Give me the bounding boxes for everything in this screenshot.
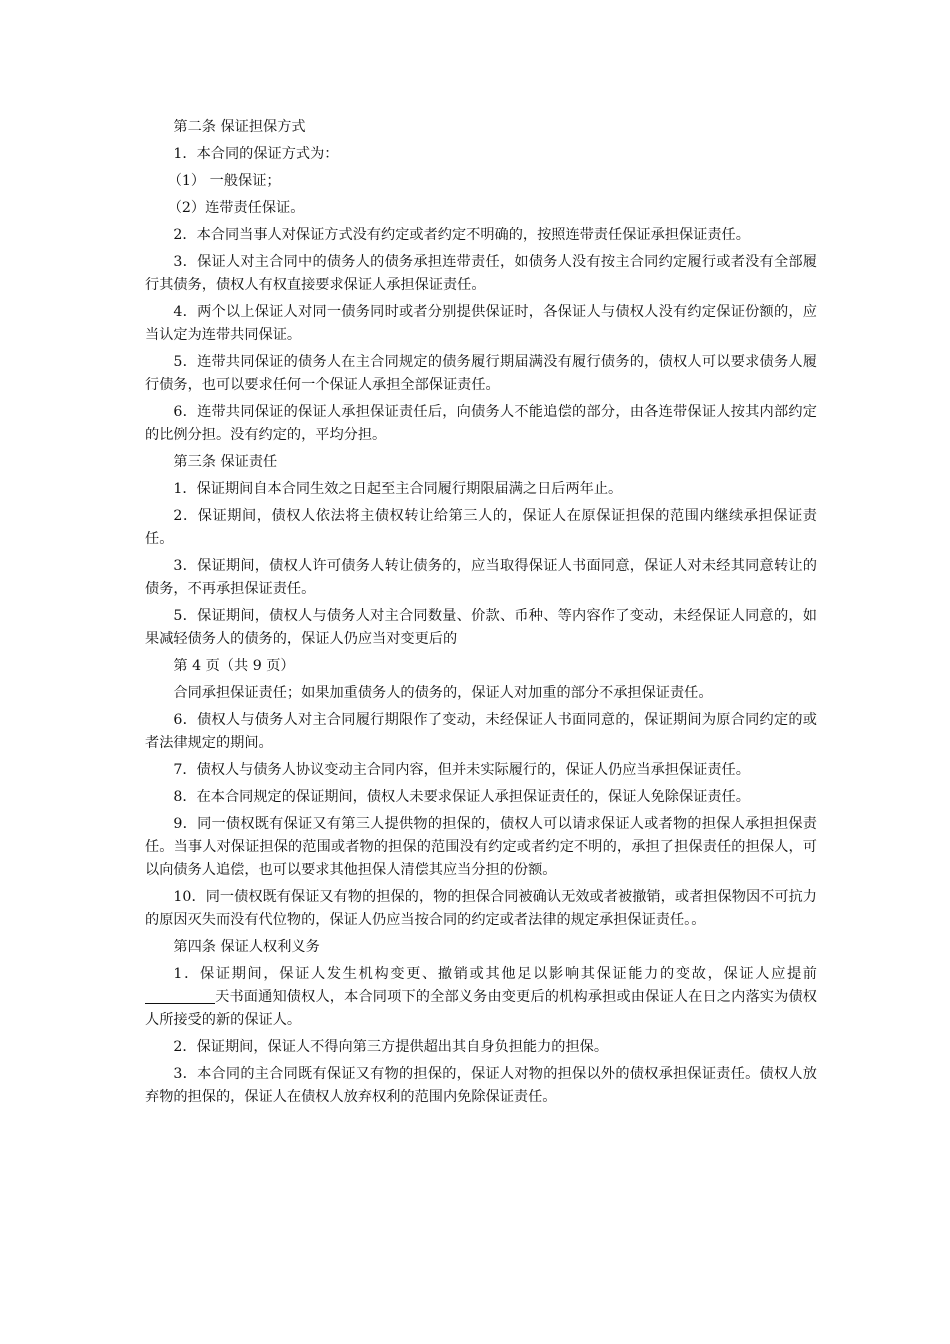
article-2-para-2: 2．本合同当事人对保证方式没有约定或者约定不明确的，按照连带责任保证承担保证责任。 — [173, 227, 750, 243]
article-2-para-6: 6．连带共同保证的保证人承担保证责任后，向债务人不能追偿的部分，由各连带保证人按其内部约定的比例分担。没有约定的，平均分担。 — [145, 404, 817, 443]
fill-in-blank-days[interactable] — [145, 987, 215, 1004]
article-4-para-2: 2．保证期间，保证人不得向第三方提供超出其自身负担能力的担保。 — [173, 1039, 609, 1055]
article-2-para-3: 3．保证人对主合同中的债务人的债务承担连带责任，如债务人没有按主合同约定履行或者没有全部履行其债务，债权人有权直接要求保证人承担保证责任。 — [145, 254, 817, 293]
article-2-option-1: （1） 一般保证； — [167, 173, 281, 189]
article-3-para-5-continued: 合同承担保证责任；如果加重债务人的债务的，保证人对加重的部分不承担保证责任。 — [173, 685, 713, 701]
article-3-title: 第三条 保证责任 — [173, 454, 278, 470]
article-2-para-5: 5．连带共同保证的债务人在主合同规定的债务履行期届满没有履行债务的，债权人可以要求债务人履行债务，也可以要求任何一个保证人承担全部保证责任。 — [145, 354, 817, 393]
article-3-para-7: 7．债权人与债务人协议变动主合同内容，但并未实际履行的，保证人仍应当承担保证责任。 — [173, 762, 750, 778]
article-4-title: 第四条 保证人权利义务 — [173, 939, 320, 955]
article-3-para-9: 9．同一债权既有保证又有第三人提供物的担保的，债权人可以请求保证人或者物的担保人承担担保责任。当事人对保证担保的范围或者物的担保的范围没有约定或者约定不明的，承担了担保责任的担保人，可以向债务人追偿，也可以要求其他担保人清偿其应当分担的份额。 — [145, 816, 817, 878]
article-4-para-1-part-b: 天书面通知债权人，本合同项下的全部义务由变更后的机构承担或由保证人在日之内落实为债权人所接受的新的保证人。 — [145, 989, 817, 1028]
article-3-para-5: 5．保证期间，债权人与债务人对主合同数量、价款、币种、等内容作了变动，未经保证人同意的，如果减轻债务人的债务的，保证人仍应当对变更后的 — [145, 608, 817, 647]
article-2-para-4: 4．两个以上保证人对同一债务同时或者分别提供保证时，各保证人与债权人没有约定保证份额的，应当认定为连带共同保证。 — [145, 304, 817, 343]
article-2-para-1: 1．本合同的保证方式为： — [173, 146, 339, 162]
page-marker: 第 4 页（共 9 页） — [173, 658, 295, 674]
document-page — [145, 116, 817, 1113]
article-4-para-1 — [145, 963, 817, 1032]
article-3-para-1: 1．保证期间自本合同生效之日起至主合同履行期限届满之日后两年止。 — [173, 481, 623, 497]
article-3-para-6: 6．债权人与债务人对主合同履行期限作了变动，未经保证人书面同意的，保证期间为原合同约定的或者法律规定的期间。 — [145, 712, 817, 751]
article-2-title: 第二条 保证担保方式 — [173, 119, 306, 135]
article-4-para-1-part-a: 1．保证期间，保证人发生机构变更、撤销或其他足以影响其保证能力的变故，保证人应提前 — [173, 966, 817, 982]
article-3-para-2: 2．保证期间，债权人依法将主债权转让给第三人的，保证人在原保证担保的范围内继续承担保证责任。 — [145, 508, 817, 547]
article-3-para-3: 3．保证期间，债权人许可债务人转让债务的，应当取得保证人书面同意，保证人对未经其同意转让的债务，不再承担保证责任。 — [145, 558, 817, 597]
article-2-option-2: （2）连带责任保证。 — [167, 200, 305, 216]
article-4-para-3: 3．本合同的主合同既有保证又有物的担保的，保证人对物的担保以外的债权承担保证责任。债权人放弃物的担保的，保证人在债权人放弃权利的范围内免除保证责任。 — [145, 1066, 817, 1105]
article-3-para-8: 8．在本合同规定的保证期间，债权人未要求保证人承担保证责任的，保证人免除保证责任。 — [173, 789, 750, 805]
article-3-para-10: 10．同一债权既有保证又有物的担保的，物的担保合同被确认无效或者被撤销，或者担保物因不可抗力的原因灭失而没有代位物的，保证人仍应当按合同的约定或者法律的规定承担保证责任。。 — [145, 889, 817, 928]
